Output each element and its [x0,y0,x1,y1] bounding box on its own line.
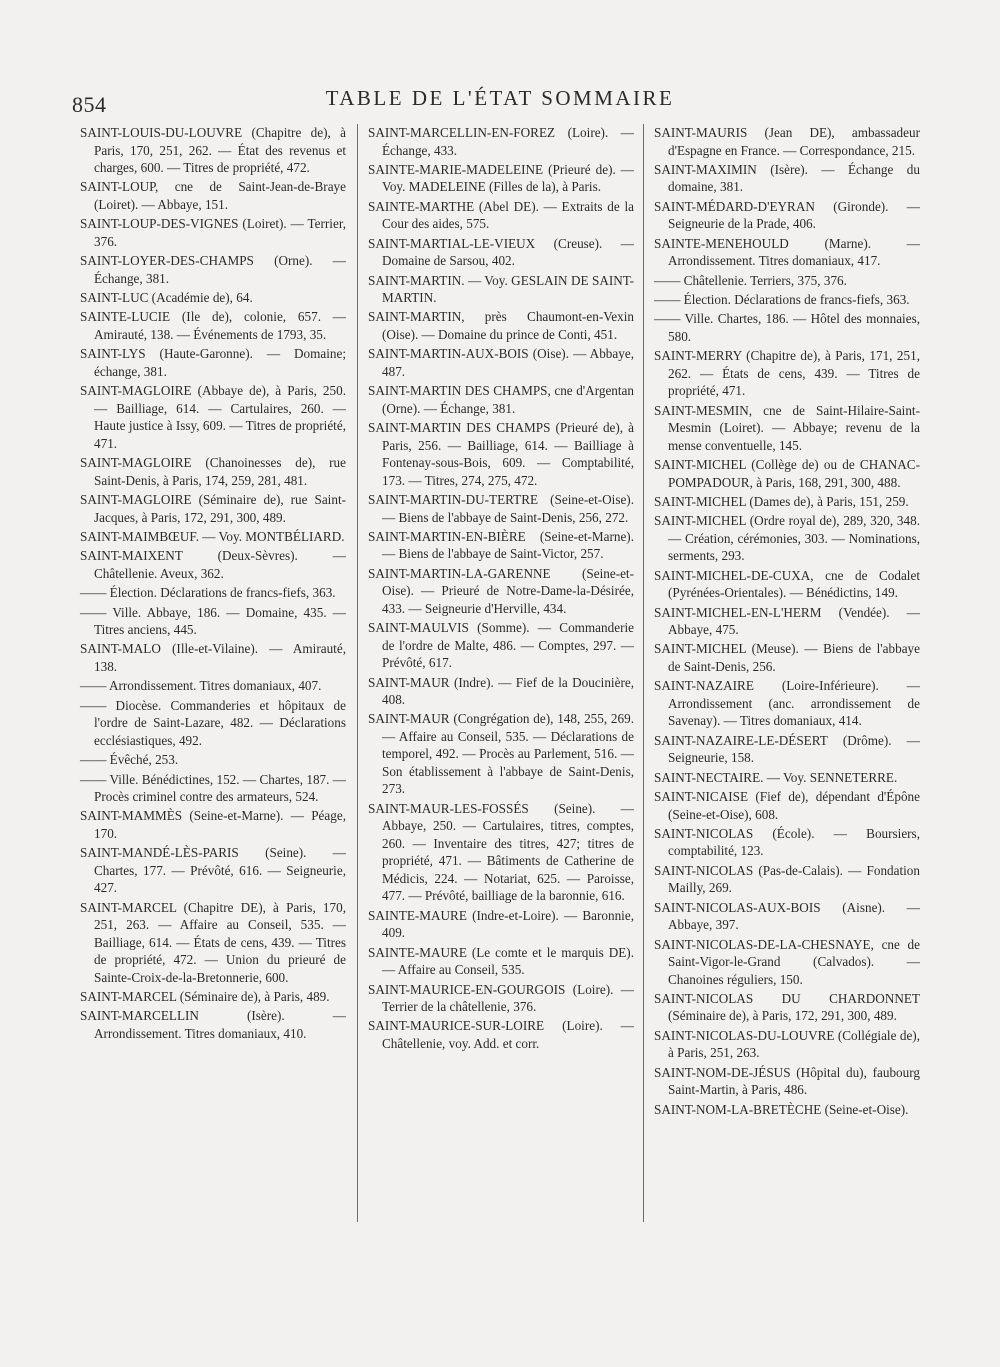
index-entry: —— Ville. Abbaye, 186. — Domaine, 435. — Titres anciens, 445. [80,604,346,638]
index-entry: SAINT-NAZAIRE (Loire-Inférieure). — Arrondissement (anc. arrondissement de Savenay). — Titres domaniaux, 414. [654,678,920,729]
index-entry: SAINT-NICOLAS DU CHARDONNET (Séminaire de), à Paris, 172, 291, 300, 489. [654,990,920,1024]
index-entry: SAINT-MAURIS (Jean DE), ambassadeur d'Espagne en France. — Correspondance, 215. [654,125,920,158]
index-column-1 [80,124,346,1044]
index-column-2 [368,124,634,1054]
index-entry: SAINTE-MARTHE (Abel DE). — Extraits de la Cour des aides, 575. [368,198,634,232]
index-entry: SAINT-MANDÉ-LÈS-PARIS (Seine). — Chartes, 177. — Prévôté, 616. — Seigneurie, 427. [80,845,346,896]
index-entry: SAINT-NOM-LA-BRETÈCHE (Seine-et-Oise). [654,1101,909,1117]
index-entry: SAINT-NOM-DE-JÉSUS (Hôpital du), faubourg Saint-Martin, à Paris, 486. [654,1064,920,1098]
index-entry: SAINT-MARTIN-DU-TERTRE (Seine-et-Oise). — Biens de l'abbaye de Saint-Denis, 256, 272. [368,492,634,525]
index-entry: SAINT-MARTIN-EN-BIÈRE (Seine-et-Marne). — Biens de l'abbaye de Saint-Victor, 257. [368,528,634,562]
index-entry: SAINTE-MAURE (Indre-et-Loire). — Baronnie, 409. [368,907,634,941]
index-entry: SAINT-NECTAIRE. — Voy. SENNETERRE. [654,769,898,785]
index-entry: SAINT-MARTIN. — Voy. GESLAIN DE SAINT-MARTIN. [368,272,634,306]
index-entry: SAINT-NICOLAS (École). — Boursiers, comptabilité, 123. [654,825,920,859]
index-entry: SAINT-MARCELLIN (Isère). — Arrondissement. Titres domaniaux, 410. [80,1008,346,1041]
index-entry: SAINT-MERRY (Chapitre de), à Paris, 171, 251, 262. — États de cens, 439. — Titres de propriété, 471. [654,348,920,399]
index-entry: SAINTE-MARIE-MADELEINE (Prieuré de). — Voy. MADELEINE (Filles de la), à Paris. [368,161,634,195]
index-entry: SAINT-MAUR (Indre). — Fief de la Doucinière, 408. [368,674,634,708]
index-entry: SAINT-MARCEL (Chapitre DE), à Paris, 170, 251, 263. — Affaire au Conseil, 535. — Bailliage, 614. — États de cens, 439. — Titres de propriété, 472. — Union du prieuré de Sainte-Croix-de-la-Bretonnerie, 600. [80,899,346,985]
index-entry: SAINT-MICHEL (Meuse). — Biens de l'abbaye de Saint-Denis, 256. [654,641,920,674]
index-entry: SAINTE-LUCIE (Ile de), colonie, 657. — Amirauté, 138. — Événements de 1793, 35. [80,309,346,342]
index-entry: SAINT-NICOLAS-DU-LOUVRE (Collégiale de), à Paris, 251, 263. [654,1027,920,1061]
index-entry: SAINT-MAIXENT (Deux-Sèvres). — Châtellenie. Aveux, 362. [80,548,346,581]
index-entry: SAINT-NICOLAS-AUX-BOIS (Aisne). — Abbaye, 397. [654,899,920,933]
index-entry: SAINT-MICHEL (Collège de) ou de CHANAC-POMPADOUR, à Paris, 168, 291, 300, 488. [654,457,920,490]
index-entry: SAINT-MAGLOIRE (Chanoinesses de), rue Saint-Denis, à Paris, 174, 259, 281, 481. [80,455,346,488]
index-column-3 [654,124,920,1120]
index-entry: SAINT-MAMMÈS (Seine-et-Marne). — Péage, 170. [80,808,346,841]
index-entry: SAINT-LOUP, cne de Saint-Jean-de-Braye (Loiret). — Abbaye, 151. [80,179,346,212]
index-entry: SAINT-MAIMBŒUF. — Voy. MONTBÉLIARD. [80,528,345,544]
index-entry: SAINT-NICAISE (Fief de), dépendant d'Épône (Seine-et-Oise), 608. [654,789,920,822]
index-entry: SAINT-LUC (Académie de), 64. [80,290,253,306]
index-entry: SAINTE-MENEHOULD (Marne). — Arrondissement. Titres domaniaux, 417. [654,235,920,269]
index-entry: —— Châtellenie. Terriers, 375, 376. [654,272,847,288]
index-entry: SAINT-MARCEL (Séminaire de), à Paris, 489. [80,989,330,1005]
index-entry: SAINT-MICHEL (Ordre royal de), 289, 320, 348. — Création, cérémonies, 303. — Nominations, serments, 293. [654,513,920,564]
page-number: 854 [72,92,107,117]
index-entry: SAINT-MARTIAL-LE-VIEUX (Creuse). — Domaine de Sarsou, 402. [368,235,634,269]
index-entry: SAINT-MAGLOIRE (Séminaire de), rue Saint-Jacques, à Paris, 172, 291, 300, 489. [80,492,346,525]
index-entry: —— Évêché, 253. [80,752,179,768]
index-entry: SAINT-MARCELLIN-EN-FOREZ (Loire). — Échange, 433. [368,125,634,158]
index-entry: SAINT-MAUR-LES-FOSSÉS (Seine). — Abbaye, 250. — Cartulaires, titres, comptes, 260. — Inventaire des titres, 427; titres de propriété, 471. — Bâtiments de Catherine de Médicis, 224. — Notariat, 625. — Paroisse, 477. — Prévôté, bailliage de la baronnie, 616. [368,800,634,904]
index-entry: —— Ville. Chartes, 186. — Hôtel des monnaies, 580. [654,311,920,344]
index-entry: SAINT-MAXIMIN (Isère). — Échange du domaine, 381. [654,161,920,195]
index-entry: SAINT-MESMIN, cne de Saint-Hilaire-Saint-Mesmin (Loiret). — Abbaye; revenu de la mense conventuelle, 145. [654,402,920,453]
index-entry: SAINT-NICOLAS-DE-LA-CHESNAYE, cne de Saint-Vigor-le-Grand (Calvados). — Chanoines réguliers, 150. [654,936,920,987]
index-entry: —— Élection. Déclarations de francs-fiefs, 363. [654,291,910,307]
index-entry: SAINT-MAUR (Congrégation de), 148, 255, 269. — Affaire au Conseil, 535. — Déclarations de temporel, 492. — Procès au Parlement, 516. — Son établissement à l'abbaye de Saint-Denis, 273. [368,711,634,797]
index-entry: —— Diocèse. Commanderies et hôpitaux de l'ordre de Saint-Lazare, 482. — Déclarations ecclésiastiques, 492. [80,697,346,748]
index-entry: SAINT-LOUIS-DU-LOUVRE (Chapitre de), à Paris, 170, 251, 262. — État des revenus et charges, 600. — Titres de propriété, 472. [80,125,346,175]
index-entry: —— Ville. Bénédictines, 152. — Chartes, 187. — Procès criminel contre des armateurs, 524. [80,771,346,805]
index-entry: SAINT-MICHEL-DE-CUXA, cne de Codalet (Pyrénées-Orientales). — Bénédictins, 149. [654,567,920,601]
index-entry: SAINT-MAULVIS (Somme). — Commanderie de l'ordre de Malte, 486. — Comptes, 297. — Prévôté, 617. [368,620,634,671]
index-entry: SAINT-NAZAIRE-LE-DÉSERT (Drôme). — Seigneurie, 158. [654,732,920,766]
index-entry: SAINT-MARTIN-LA-GARENNE (Seine-et-Oise). — Prieuré de Notre-Dame-la-Désirée, 433. — Seigneurie d'Herville, 434. [368,565,634,616]
column-rule [643,124,644,1222]
index-entry: —— Arrondissement. Titres domaniaux, 407. [80,678,322,694]
index-entry: SAINT-MAGLOIRE (Abbaye de), à Paris, 250. — Bailliage, 614. — Cartulaires, 260. — Haute justice à Issy, 609. — Titres de propriété, 471. [80,383,346,451]
column-rule [357,124,358,1222]
index-entry: SAINT-NICOLAS (Pas-de-Calais). — Fondation Mailly, 269. [654,862,920,896]
index-entry: SAINT-MAURICE-EN-GOURGOIS (Loire). — Terrier de la châtellenie, 376. [368,981,634,1015]
index-entry: SAINT-MARTIN, près Chaumont-en-Vexin (Oise). — Domaine du prince de Conti, 451. [368,309,634,342]
index-entry: SAINTE-MAURE (Le comte et le marquis DE). — Affaire au Conseil, 535. [368,944,634,978]
index-entry: SAINT-MÉDARD-D'EYRAN (Gironde). — Seigneurie de la Prade, 406. [654,198,920,232]
index-entry: SAINT-MARTIN-AUX-BOIS (Oise). — Abbaye, 487. [368,346,634,379]
index-entry: SAINT-LYS (Haute-Garonne). — Domaine; échange, 381. [80,346,346,379]
index-entry: SAINT-MICHEL-EN-L'HERM (Vendée). — Abbaye, 475. [654,604,920,638]
page-title: TABLE DE L'ÉTAT SOMMAIRE [325,86,675,110]
index-entry: SAINT-MICHEL (Dames de), à Paris, 151, 259. [654,493,909,509]
index-entry: SAINT-MAURICE-SUR-LOIRE (Loire). — Châtellenie, voy. Add. et corr. [368,1018,634,1051]
index-entry: SAINT-MARTIN DES CHAMPS, cne d'Argentan (Orne). — Échange, 381. [368,383,634,416]
index-entry: SAINT-LOYER-DES-CHAMPS (Orne). — Échange, 381. [80,253,346,286]
index-entry: SAINT-MARTIN DES CHAMPS (Prieuré de), à Paris, 256. — Bailliage, 614. — Bailliage à Fontenay-sous-Bois, 609. — Comptabilité, 173. — Titres, 274, 275, 472. [368,420,634,488]
index-entry: SAINT-MALO (Ille-et-Vilaine). — Amirauté, 138. [80,641,346,674]
index-entry: —— Élection. Déclarations de francs-fiefs, 363. [80,585,336,601]
index-entry: SAINT-LOUP-DES-VIGNES (Loiret). — Terrier, 376. [80,216,346,249]
